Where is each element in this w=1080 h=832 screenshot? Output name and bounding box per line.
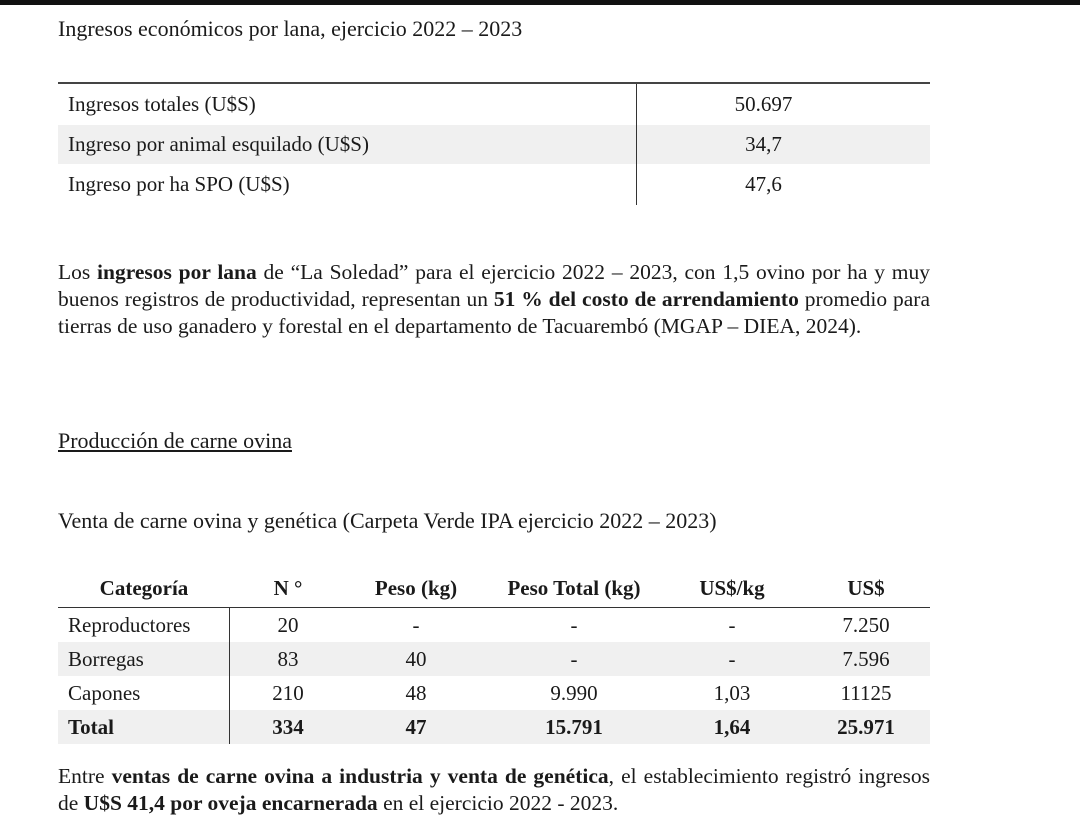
cell: 48: [405, 680, 427, 705]
header-peso: Peso (kg): [374, 576, 458, 600]
cell: 15.791: [545, 714, 603, 739]
text: , el establecimiento registró ingresos de: [58, 764, 931, 815]
bold-text: 51 % del costo de arrendamiento: [493, 287, 799, 311]
bold-text: ventas de carne ovina a industria y venta de genética: [111, 764, 609, 788]
table-row: [58, 84, 930, 125]
header-numero: N °: [273, 576, 303, 600]
header-usd: US$: [847, 576, 885, 600]
cell: 20: [277, 612, 299, 637]
header-usd-kg: US$/kg: [699, 576, 765, 600]
table-total-row: [58, 710, 930, 744]
text: Los: [58, 260, 98, 284]
row-label: Ingreso por animal esquilado (U$S): [58, 125, 637, 164]
text: Entre: [58, 764, 112, 788]
cell: 11125: [840, 680, 892, 705]
row-label: Ingreso por ha SPO (U$S): [58, 164, 637, 205]
cell: 7.250: [842, 612, 890, 637]
wool-income-table: [58, 82, 930, 205]
wool-income-paragraph: [58, 259, 930, 340]
header-categoria: Categoría: [99, 576, 189, 600]
cell: 7.596: [842, 646, 890, 671]
row-value: 34,7: [745, 132, 782, 156]
cell: Reproductores: [58, 608, 230, 642]
table-row: [58, 164, 930, 205]
meat-sales-title: Venta de carne ovina y genética (Carpeta Verde IPA ejercicio 2022 – 2023): [58, 508, 717, 533]
cell: 1,03: [713, 680, 751, 705]
table-row: [58, 642, 930, 676]
cell: 334: [272, 714, 304, 739]
cell: -: [570, 646, 578, 671]
cell: 40: [405, 646, 427, 671]
cell: -: [728, 612, 736, 637]
table-header-row: [58, 570, 930, 608]
cell: Borregas: [58, 642, 230, 676]
table-row: [58, 125, 930, 164]
cell: -: [412, 612, 420, 637]
cell: Capones: [58, 676, 230, 710]
cell: 1,64: [713, 714, 751, 739]
cell: Total: [58, 710, 230, 744]
row-label: Ingresos totales (U$S): [58, 84, 637, 125]
meat-sales-table: [58, 570, 930, 744]
meat-sales-paragraph: [58, 763, 930, 817]
cell: 83: [277, 646, 299, 671]
header-peso-total: Peso Total (kg): [507, 576, 641, 600]
cell: -: [570, 612, 578, 637]
cell: 210: [272, 680, 304, 705]
cell: 9.990: [550, 680, 598, 705]
row-value: 47,6: [745, 172, 782, 196]
text: en el ejercicio 2022 - 2023.: [377, 791, 619, 815]
table-row: [58, 676, 930, 710]
text: promedio para tierras de uso ganadero y forestal en el departamento de Tacuarembó (MGAP – DIEA, 2024).: [58, 287, 930, 338]
text: de “La Soledad” para el ejercicio 2022 – 2023, con 1,5 ovino por ha y muy buenos registros de productividad, representan un: [58, 260, 930, 311]
table-row: [58, 608, 930, 642]
bold-text: ingresos por lana: [97, 260, 257, 284]
top-border: [0, 0, 1080, 5]
cell: 47: [405, 714, 427, 739]
bold-text: U$S 41,4 por oveja encarnerada: [83, 791, 378, 815]
row-value: 50.697: [734, 92, 793, 116]
wool-income-title: Ingresos económicos por lana, ejercicio 2022 – 2023: [58, 16, 523, 41]
cell: 25.971: [837, 714, 895, 739]
cell: -: [728, 646, 736, 671]
section-title: Producción de carne ovina: [58, 428, 292, 453]
